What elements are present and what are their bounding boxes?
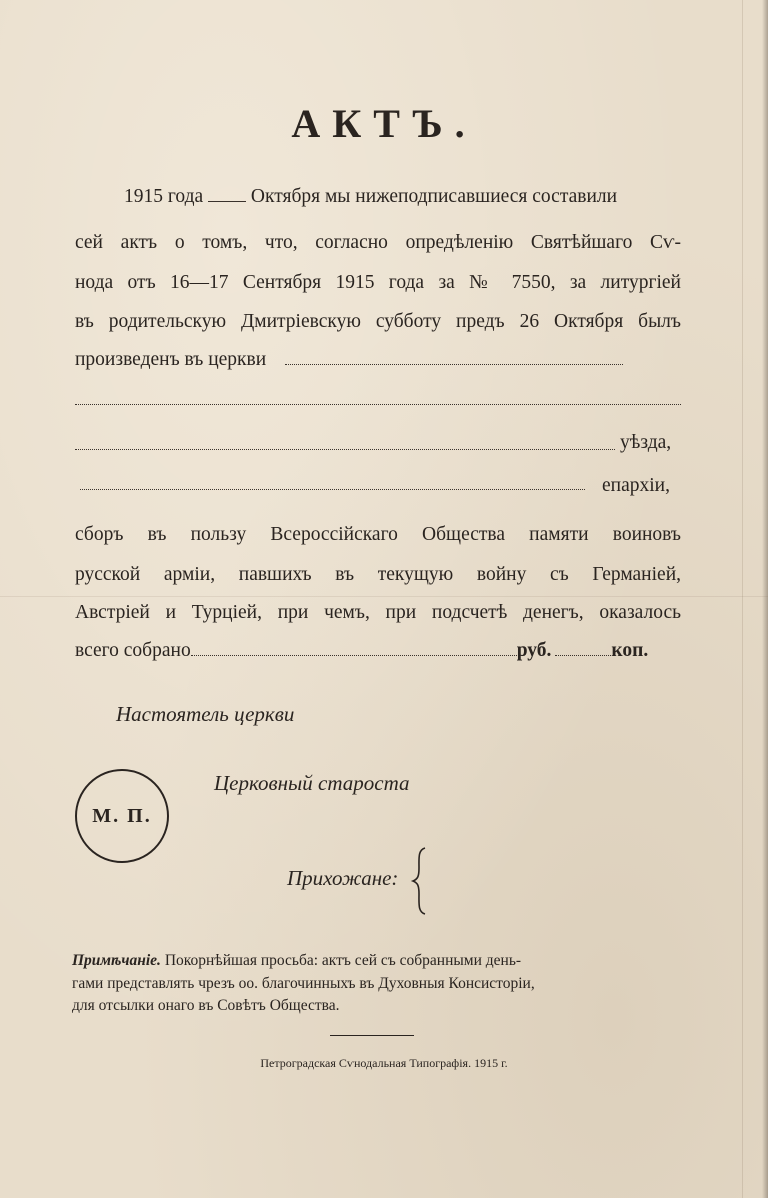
rector-signature-label: Настоятель церкви [116,702,295,726]
paper-edge-shadow [762,0,768,1198]
document-title: АКТЪ. [291,101,477,146]
body-line-5 [75,349,623,371]
eparkhiya-label: епархіи, [602,475,670,496]
body-line-1 [124,186,617,208]
note-line-3: для отсылки онаго въ Совѣтъ Общества. [72,997,340,1014]
body-line-9: русской арміи, павшихъ въ текущую войну съ Германіей, [75,564,681,585]
uezd-label: уѣзда, [620,432,672,453]
total-label: всего собрано [75,640,191,661]
note-label: Примѣчаніе. [72,952,161,969]
kop-blank[interactable] [555,654,611,656]
body-line-11 [75,640,648,662]
paper-fold-vertical [742,0,743,1198]
body-line-3: нода отъ 16—17 Сентября 1915 года за № 7550, за литургіей [75,272,681,293]
church-blank-2[interactable] [75,404,681,405]
paper-fold-horizontal [0,596,768,597]
note-line-1 [72,952,521,970]
section-divider [330,1035,414,1036]
body-line-2: сей актъ о томъ, что, согласно опредѣленію Святѣйшаго Сѵ- [75,232,681,253]
body-line-4: въ родительскую Дмитріевскую субботу предъ 26 Октября былъ [75,311,681,332]
seal-text: М. П. [92,804,152,827]
rub-blank[interactable] [191,654,517,656]
day-blank[interactable] [208,200,246,202]
uezd-blank[interactable] [75,449,615,450]
church-label: произведенъ въ церкви [75,349,267,370]
parishioners-label: Прихожане: [287,866,399,890]
rub-label: руб. [516,640,552,661]
kop-label: коп. [611,640,649,661]
body-line-10: Австріей и Турціей, при чемъ, при подсчетѣ денегъ, оказалось [75,602,681,623]
seal-placeholder [75,769,169,863]
curly-brace-icon [410,846,430,916]
warden-signature-label: Церковный староста [214,771,410,795]
year-text: 1915 года [124,186,204,207]
note-text-1: Покорнѣйшая просьба: актъ сей съ собранными день- [164,952,522,969]
body-line-8: сборъ въ пользу Всероссійскаго Общества памяти воиновъ [75,524,681,545]
note-line-2: гами представлять чрезъ оо. благочинныхъ въ Духовныя Консисторіи, [72,975,535,992]
eparkhiya-blank[interactable] [80,489,585,490]
church-blank[interactable] [285,363,623,365]
printer-imprint: Петроградская Сѵнодальная Типографія. 1915 г. [260,1056,508,1070]
body-line-1-rest: Октября мы нижеподписавшиеся составили [250,186,618,207]
